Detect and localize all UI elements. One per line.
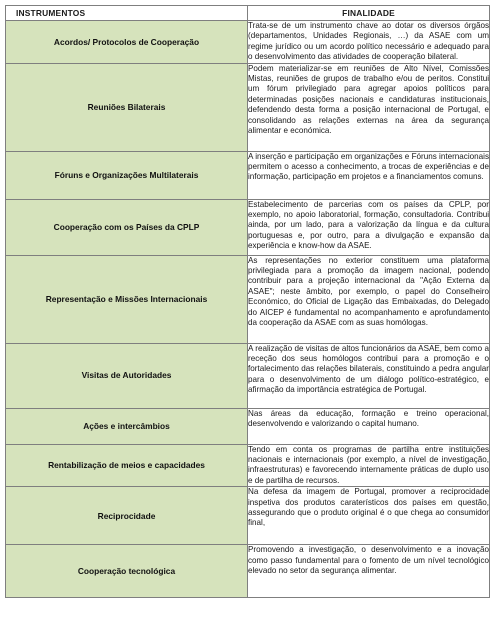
- header-purpose: FINALIDADE: [248, 6, 490, 21]
- instrument-cell: Cooperação tecnológica: [6, 545, 248, 598]
- instrument-cell: Representação e Missões Internacionais: [6, 255, 248, 343]
- instrument-cell: Reuniões Bilaterais: [6, 63, 248, 151]
- table-row: [6, 487, 490, 545]
- instruments-table: [5, 5, 490, 598]
- purpose-cell: Tendo em conta os programas de partilha entre instituições nacionais e internacionais (por exemplo, a nível de investigação, infraestruturas) e favorecendo internamente práticas de duplo uso e de partilha de recursos.: [248, 444, 489, 485]
- table-row: [6, 408, 490, 444]
- table-row: [6, 63, 490, 151]
- purpose-cell: A inserção e participação em organizações e Fóruns internacionais permitem o acesso a conhecimento, a trocas de experiências e de informação, participação em projetos e a financiamentos comuns.: [248, 151, 490, 199]
- purpose-cell: Na defesa da imagem de Portugal, promover a reciprocidade inspetiva dos produtos caraterísticos dos países em questão, assegurando que o produto original é o que chega ao consumidor final,: [248, 487, 490, 545]
- table-row: [6, 151, 490, 199]
- table-row: [6, 444, 490, 487]
- instrument-cell: Ações e intercâmbios: [6, 408, 248, 444]
- table-row: [6, 343, 490, 408]
- instrument-cell: Rentabilização de meios e capacidades: [6, 444, 248, 487]
- purpose-cell: Podem materializar-se em reuniões de Alto Nível, Comissões Mistas, reuniões de grupos de trabalho e/ou de peritos. Constitui um fórum privilegiado para agregar apoios políticos para determinadas posições nacionais e candidaturas institucionais, defendendo desta forma a posição internacional de Portugal, e consolidando as relações externas na área da segurança alimentar e económica.: [248, 63, 490, 151]
- table-header-row: [6, 6, 490, 21]
- instrument-cell: Visitas de Autoridades: [6, 343, 248, 408]
- purpose-cell: Promovendo a investigação, o desenvolvimento e a inovação como passo fundamental para o fomento de um nível tecnológico elevado no setor da segurança alimentar.: [248, 545, 490, 598]
- purpose-cell: A realização de visitas de altos funcionários da ASAE, bem como a receção dos seus homólogos contribui para a promoção e o fortalecimento das relações bilaterais, constituindo a pedra angular para o desenvolvimento de um diálogo político-estratégico, e afirmação da importância estratégica de Portugal.: [248, 343, 490, 408]
- table-row: [6, 545, 490, 598]
- purpose-cell: Nas áreas da educação, formação e treino operacional, desenvolvendo e valorizando o capital humano.: [248, 408, 490, 444]
- table-row: [6, 199, 490, 255]
- header-instruments: INSTRUMENTOS: [6, 6, 248, 21]
- table-row: [6, 21, 490, 64]
- purpose-cell: Estabelecimento de parcerias com os países da CPLP, por exemplo, no apoio laboratorial, formação, consultadoria. Contribui ainda, por um lado, para a valorização da língua e da cultura portuguesas e, por outro, para a divulgação e expansão da experiência e know-how da ASAE.: [248, 199, 490, 255]
- purpose-cell: Trata-se de um instrumento chave ao dotar os diversos órgãos (departamentos, Unidades Regionais, …) da ASAE com um regime jurídico ou um acordo político necessário e adequado para o desenvolvimento das atividades de cooperação bilateral.: [248, 21, 489, 62]
- instrument-cell: Cooperação com os Países da CPLP: [6, 199, 248, 255]
- table-row: [6, 255, 490, 343]
- instrument-cell: Acordos/ Protocolos de Cooperação: [6, 21, 248, 64]
- instrument-cell: Reciprocidade: [6, 487, 248, 545]
- instrument-cell: Fóruns e Organizações Multilaterais: [6, 151, 248, 199]
- purpose-cell: As representações no exterior constituem uma plataforma privilegiada para a promoção da imagem nacional, podendo contribuir para a projeção internacional da "Ação Externa da ASAE"; neste âmbito, por exemplo, o papel do Conselheiro Económico, do Oficial de Ligação das Embaixadas, do Delegado do AICEP é fundamental no acompanhamento e aprofundamento da cooperação da ASAE com as suas homólogas.: [248, 255, 490, 343]
